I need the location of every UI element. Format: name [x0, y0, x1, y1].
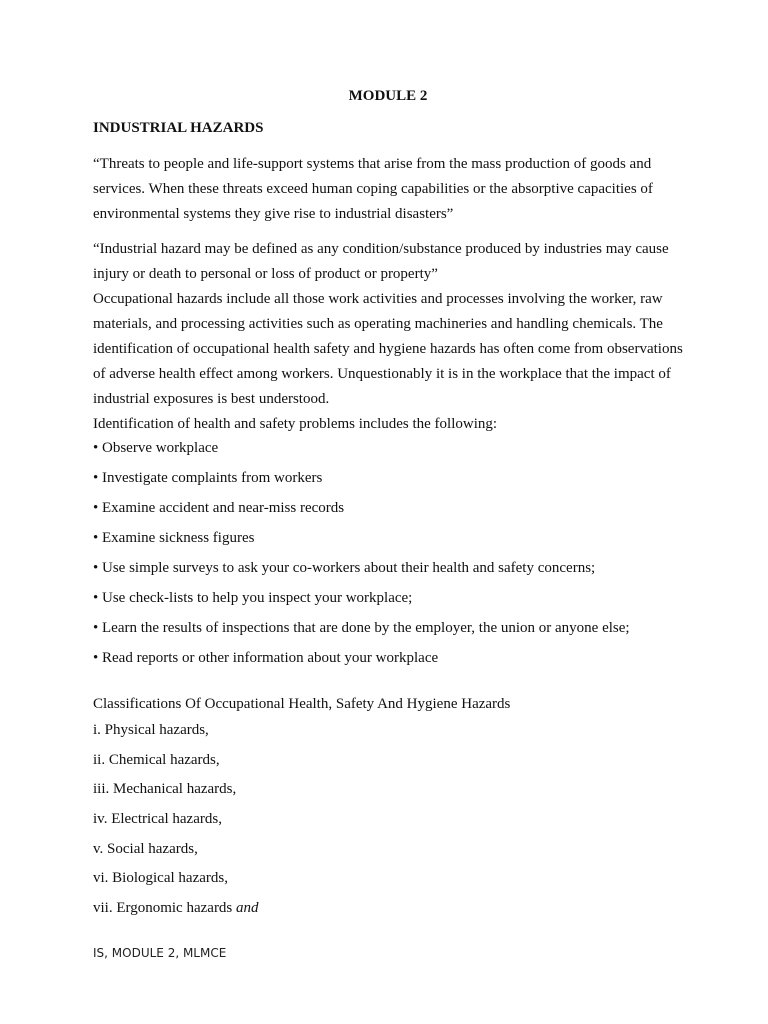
identification-intro: Identification of health and safety problems includes the following: [93, 416, 498, 432]
list-item: • Investigate complaints from workers [93, 470, 323, 486]
definition-quote-1: “Threats to people and life-support systems that arise from the mass production of goods and services. When these threats exceed human coping capabilities or the absorptive capacities of environmental systems they give rise to industrial disasters” [93, 156, 653, 222]
list-item: • Examine sickness figures [93, 530, 255, 546]
classifications-list [93, 720, 683, 918]
classification-suffix: and [236, 900, 259, 917]
occupational-hazards-paragraph: Occupational hazards include all those work activities and processes involving the worker, raw materials, and processing activities such as operating machineries and handling chemicals. The identification of occupational health safety and hygiene hazards has often come from observations of adverse health effect among workers. Unquestionably it is in the workplace that the impact of industrial exposures is best understood. [93, 291, 683, 407]
page-footer: IS, MODULE 2, MLMCE [93, 946, 227, 960]
document-page [93, 86, 683, 928]
list-item: ii. Chemical hazards, [93, 751, 220, 768]
section-heading: INDUSTRIAL HAZARDS [93, 120, 264, 136]
list-item: • Read reports or other information about your workplace [93, 650, 439, 666]
list-item: i. Physical hazards, [93, 722, 209, 738]
classifications-heading: Classifications Of Occupational Health, Safety And Hygiene Hazards [93, 696, 511, 712]
list-item: • Learn the results of inspections that are done by the employer, the union or anyone else; [93, 620, 630, 636]
list-item: • Examine accident and near-miss records [93, 500, 345, 516]
list-item: vi. Biological hazards, [93, 870, 228, 887]
list-item: • Use check-lists to help you inspect your workplace; [93, 590, 413, 606]
list-item [93, 898, 683, 918]
classification-text: vii. Ergonomic hazards [93, 900, 237, 917]
list-item: iv. Electrical hazards, [93, 811, 222, 828]
definition-quote-2: “Industrial hazard may be defined as any condition/substance produced by industries may cause injury or death to personal or loss of product or property” [93, 241, 669, 282]
list-item: • Use simple surveys to ask your co-workers about their health and safety concerns; [93, 560, 596, 576]
module-title: MODULE 2 [348, 88, 428, 104]
identification-list [93, 438, 683, 668]
list-item: • Observe workplace [93, 440, 219, 456]
list-item: iii. Mechanical hazards, [93, 781, 237, 798]
list-item: v. Social hazards, [93, 840, 198, 857]
